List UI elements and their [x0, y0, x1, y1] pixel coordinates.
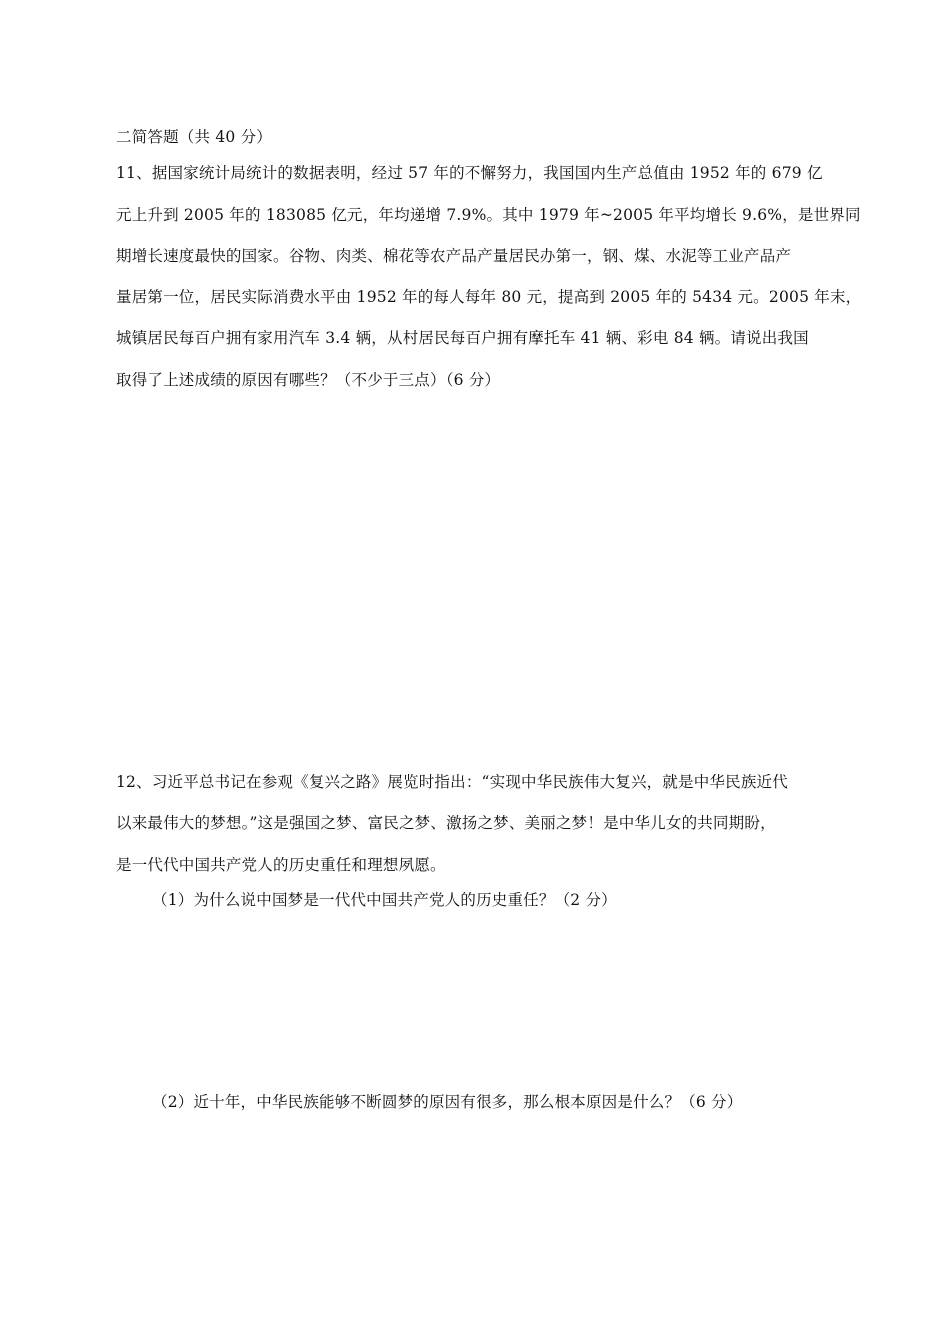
section-heading: 二简答题（共 40 分）: [116, 128, 272, 146]
q11-line: 城镇居民每百户拥有家用汽车 3.4 辆，从村居民每百户拥有摩托车 41 辆、彩电 84 辆。请说出我国: [116, 329, 809, 347]
q12-line: 以来最伟大的梦想。”这是强国之梦、富民之梦、激扬之梦、美丽之梦！是中华儿女的共同期盼，: [116, 814, 776, 832]
q12-sub-question-1: （1）为什么说中国梦是一代代中国共产党人的历史重任？（2 分）: [152, 891, 617, 909]
q11-line: 11、据国家统计局统计的数据表明，经过 57 年的不懈努力，我国国内生产总值由 1952 年的 679 亿: [116, 164, 823, 182]
q12-line: 是一代代中国共产党人的历史重任和理想夙愿。: [116, 856, 446, 874]
q12-sub-question-2: （2）近十年，中华民族能够不断圆梦的原因有很多，那么根本原因是什么？（6 分）: [152, 1093, 743, 1111]
q11-line: 量居第一位，居民实际消费水平由 1952 年的每人每年 80 元，提高到 2005 年的 5434 元。2005 年末，: [116, 288, 862, 306]
q11-line: 元上升到 2005 年的 183085 亿元，年均递增 7.9%。其中 1979 年~2005 年平均增长 9.6%，是世界同: [116, 206, 861, 224]
q11-line: 取得了上述成绩的原因有哪些？（不少于三点）（6 分）: [116, 371, 501, 389]
q11-line: 期增长速度最快的国家。谷物、肉类、棉花等农产品产量居民办第一，钢、煤、水泥等工业产品产: [116, 247, 792, 265]
q12-line: 12、习近平总书记在参观《复兴之路》展览时指出：“实现中华民族伟大复兴，就是中华民族近代: [116, 773, 788, 791]
